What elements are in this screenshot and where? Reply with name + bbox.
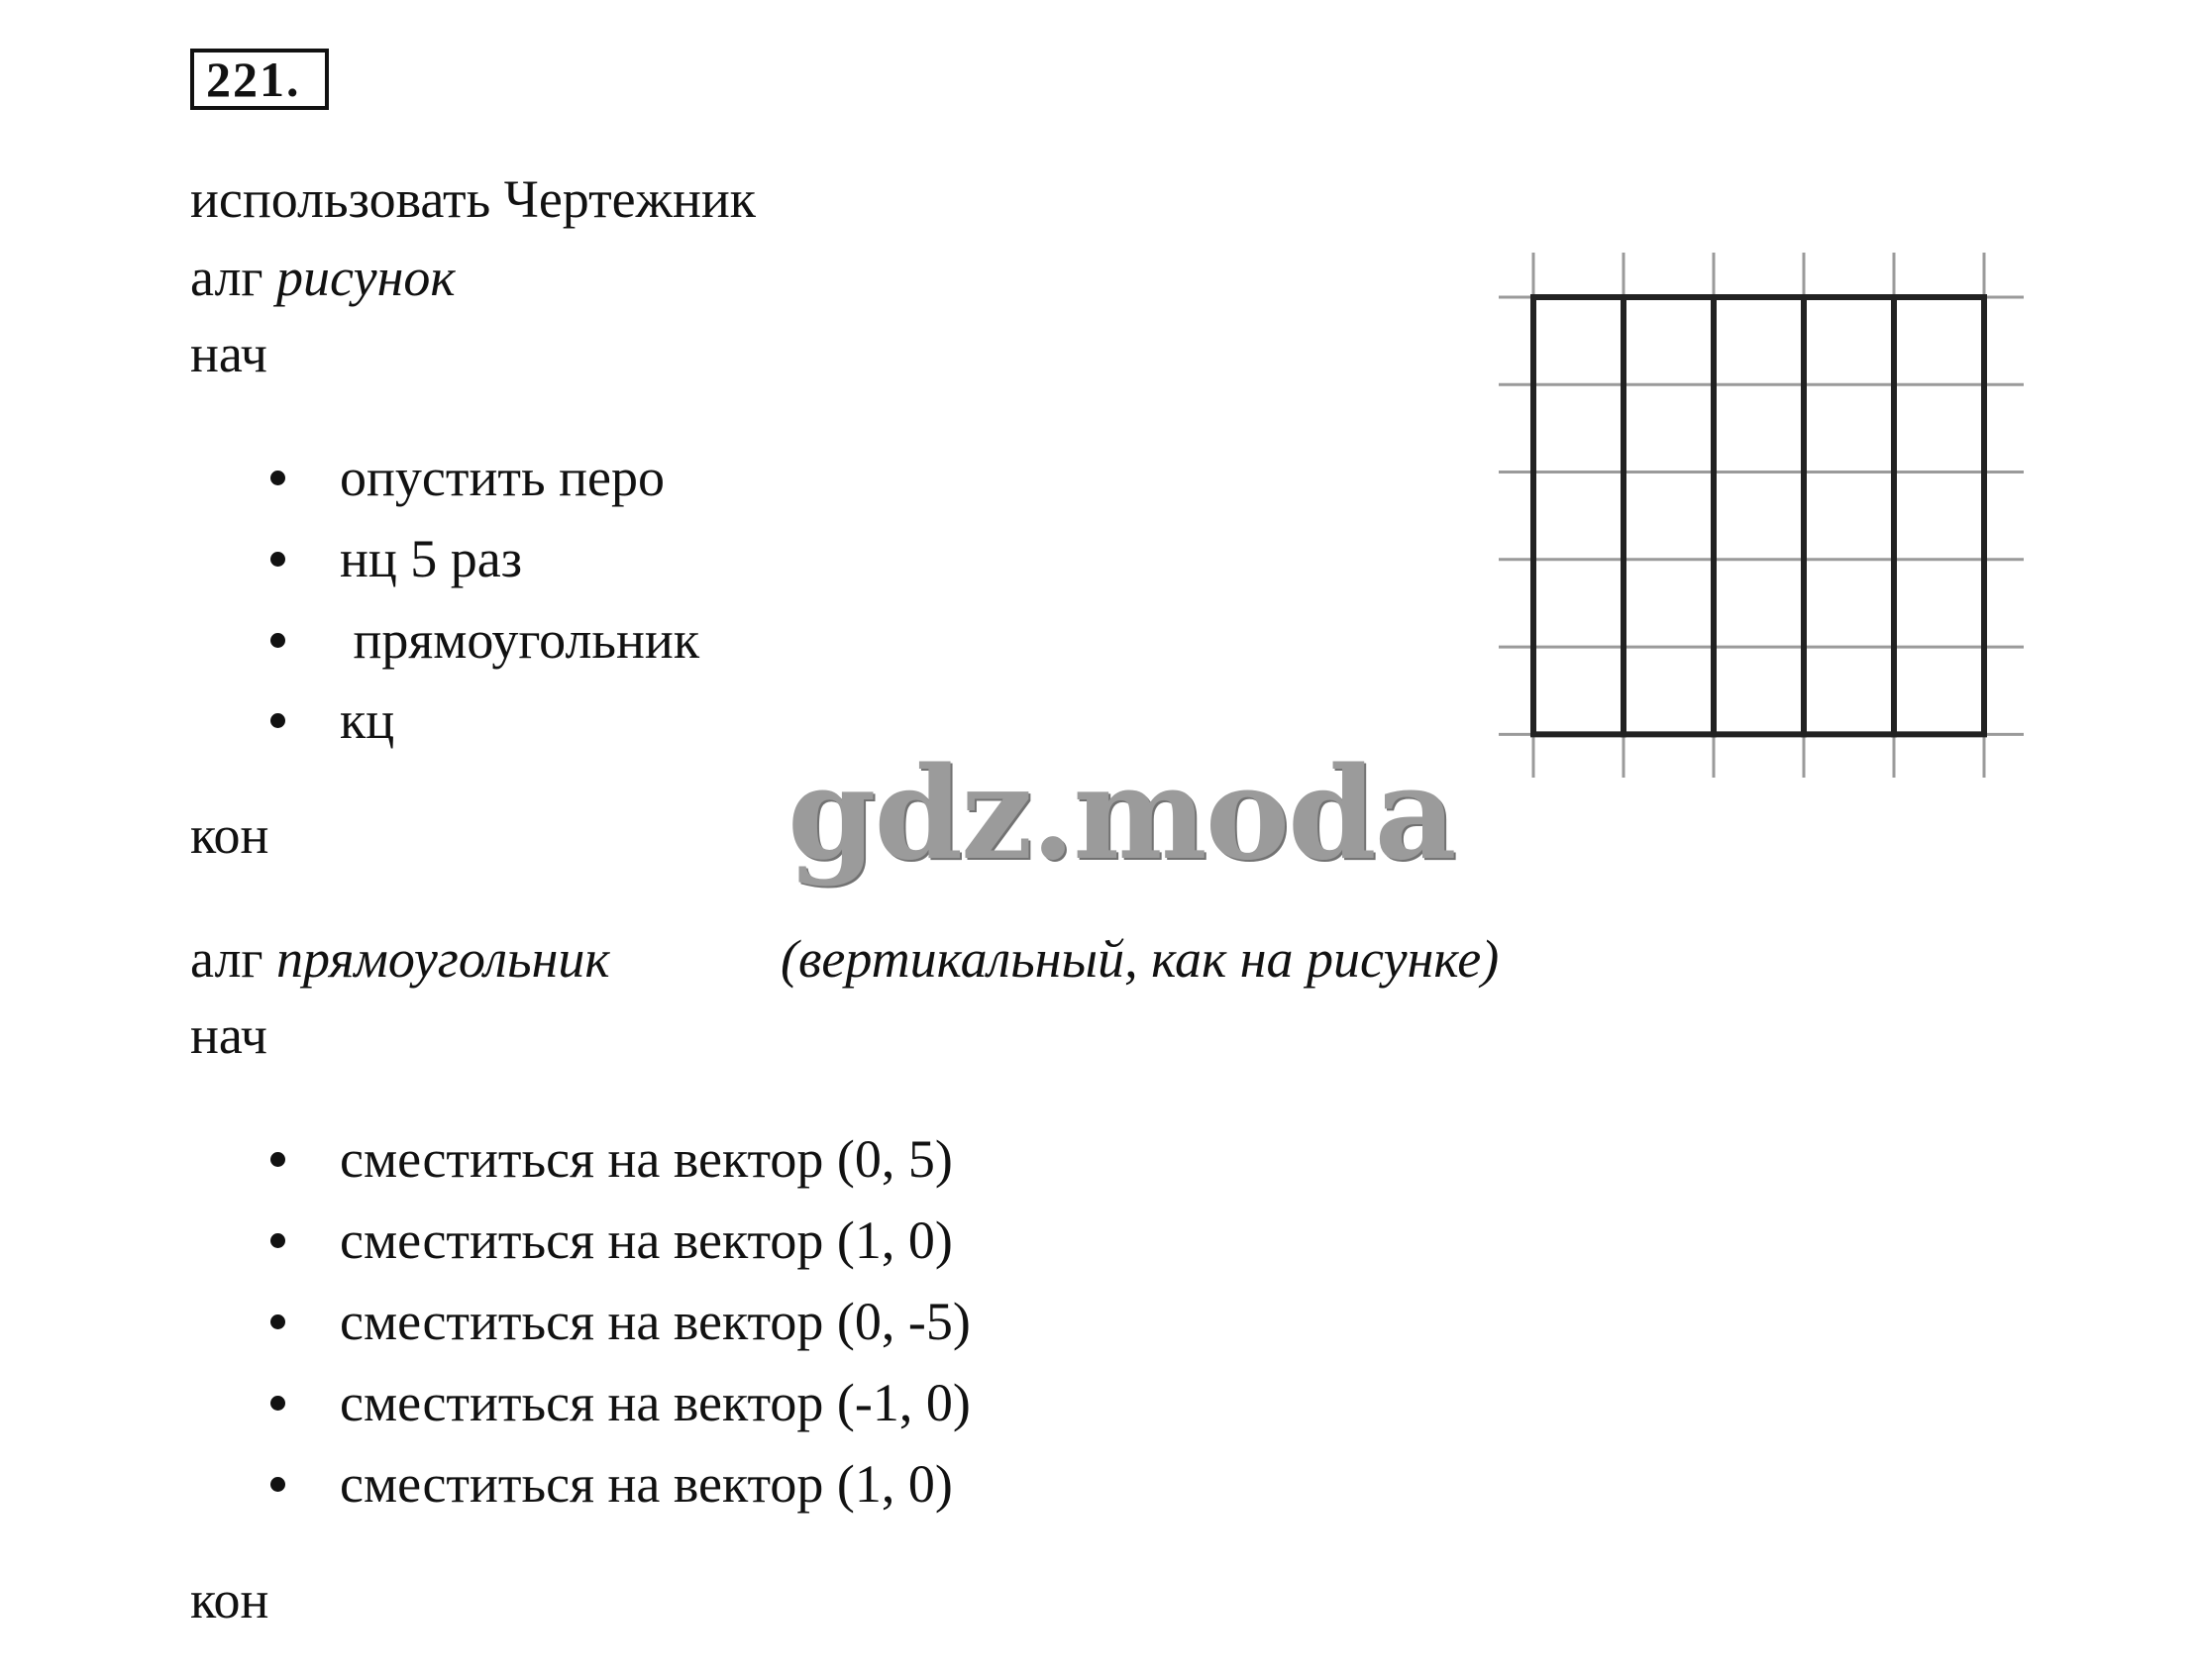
rectangle — [1624, 297, 1714, 734]
bullet-icon — [270, 1314, 285, 1329]
rectangle — [1714, 297, 1804, 734]
alg1-header — [190, 248, 456, 307]
drawing-figure — [1494, 248, 2029, 783]
bullet-icon — [270, 1152, 285, 1167]
alg2-keyword: алг — [190, 929, 277, 989]
bullet-icon — [270, 633, 285, 648]
alg2-name: прямоугольник — [276, 929, 610, 989]
bullet-icon — [270, 552, 285, 567]
bullet-icon — [270, 471, 285, 485]
bullet-icon — [270, 1396, 285, 1411]
bullet-icon — [270, 713, 285, 728]
alg1-name: рисунок — [276, 248, 456, 307]
task-number: 221. — [190, 49, 329, 110]
rectangles-shape — [1533, 297, 1984, 734]
rectangle — [1804, 297, 1894, 734]
begin2: нач — [190, 1005, 267, 1065]
uses-line: использовать Чертежник — [190, 169, 756, 229]
bullet-icon — [270, 1233, 285, 1248]
alg2-header — [190, 929, 610, 989]
alg1-keyword: алг — [190, 248, 277, 307]
rectangle — [1533, 297, 1624, 734]
alg2-comment: (вертикальный, как на рисунке) — [781, 929, 1500, 989]
begin1: нач — [190, 324, 267, 383]
bullet-icon — [270, 1477, 285, 1492]
end2: кон — [190, 1570, 269, 1629]
rectangle — [1894, 297, 1984, 734]
grid-lines — [1499, 253, 2024, 778]
end1: кон — [190, 805, 269, 865]
watermark: gdz.moda — [787, 740, 1455, 889]
